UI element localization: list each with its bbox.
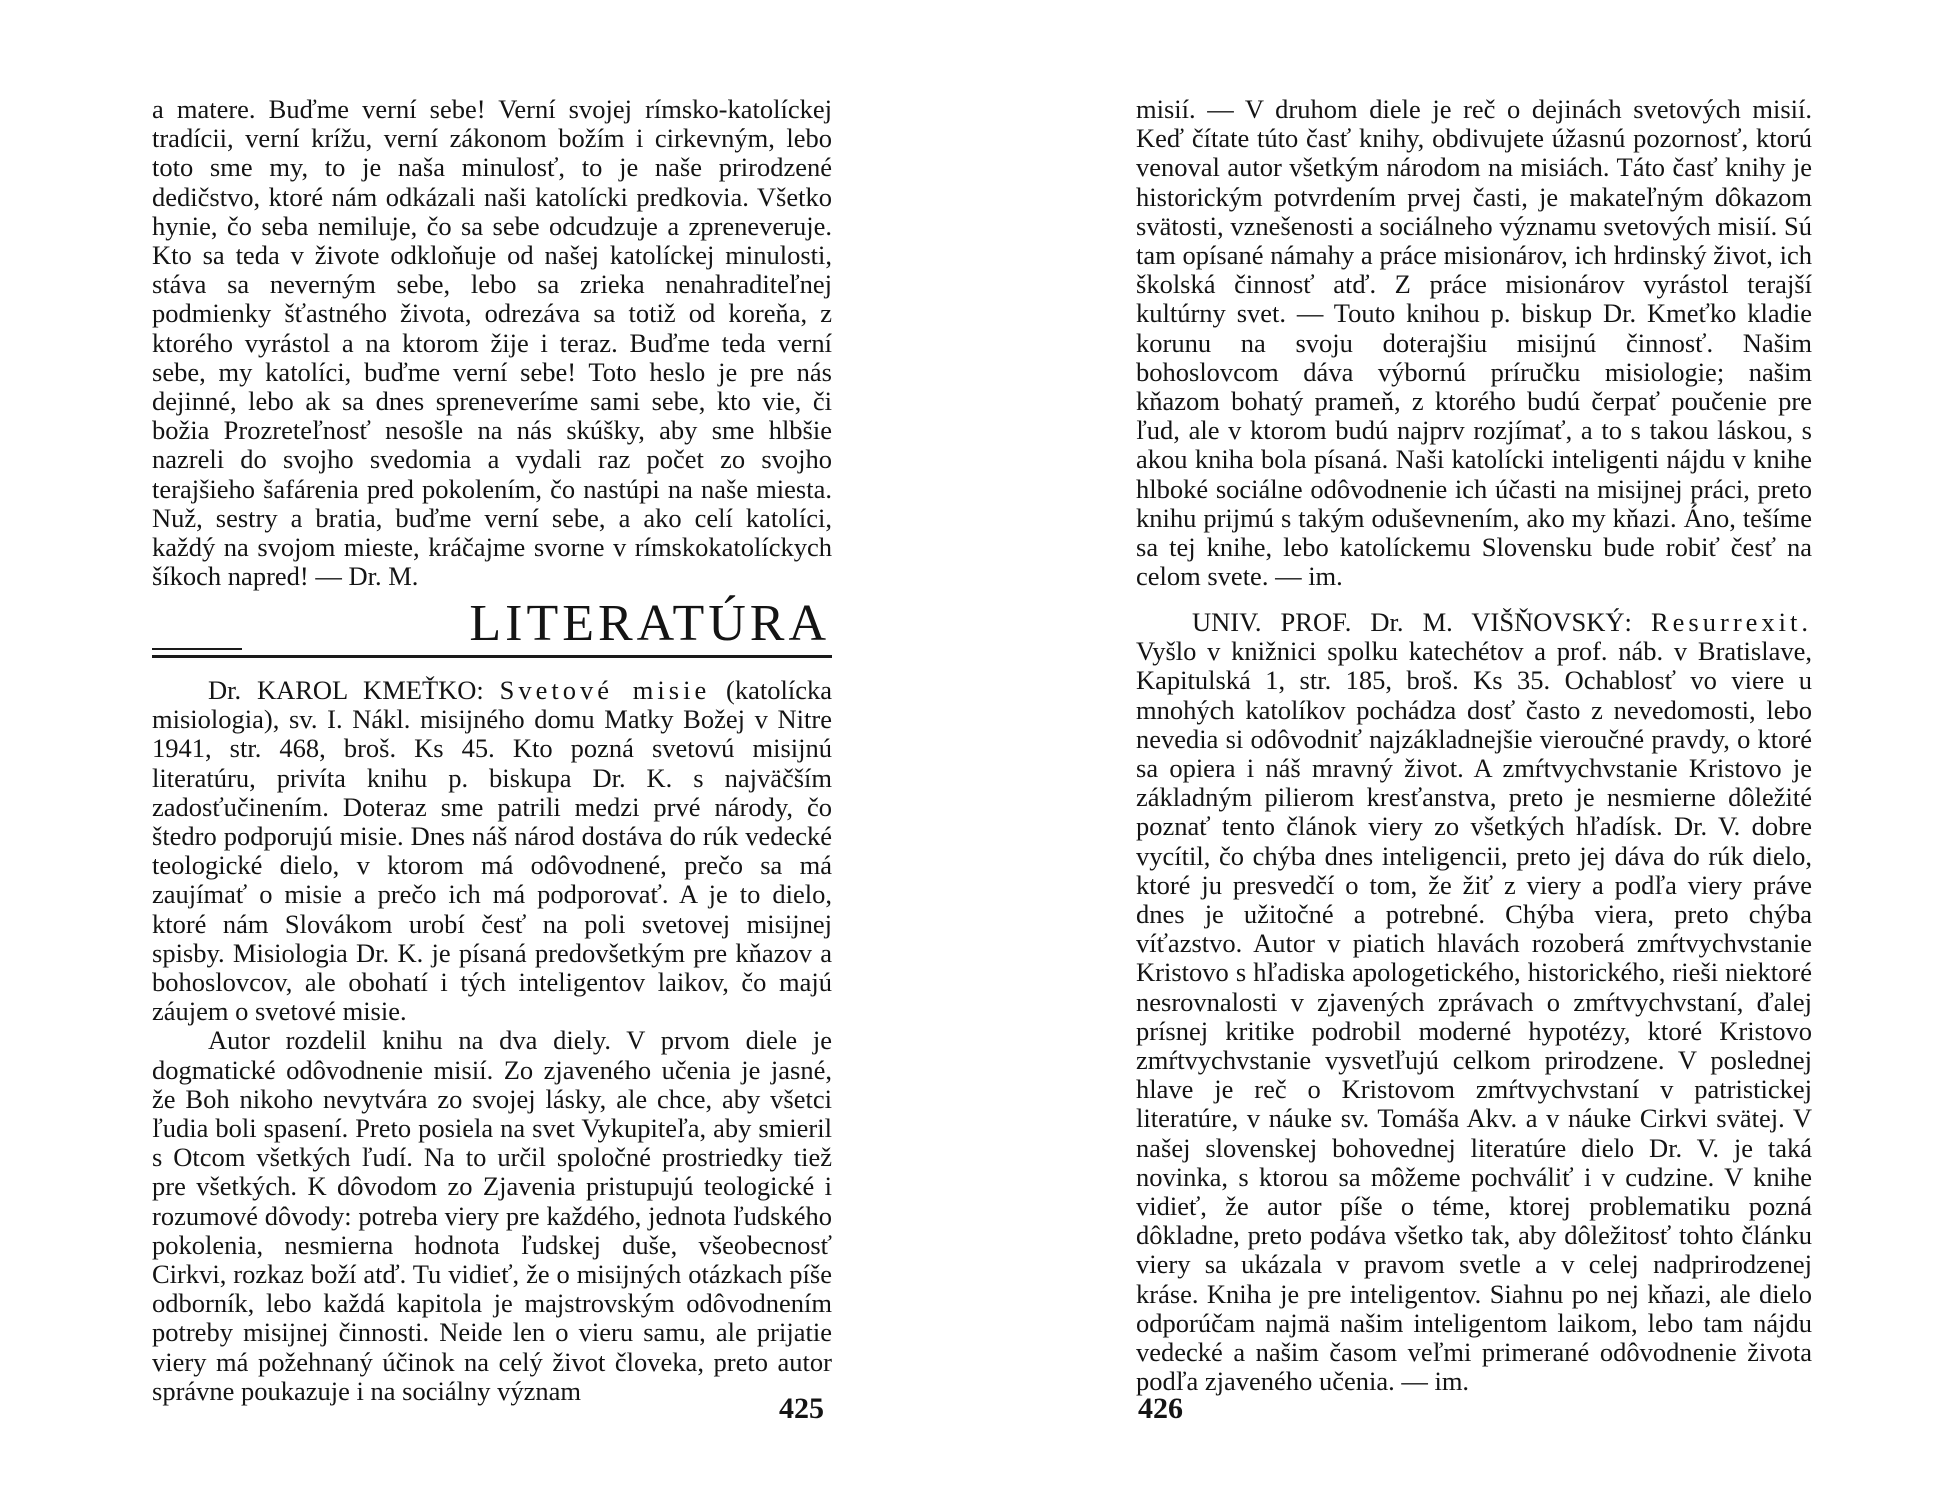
review-kmetko-body: (katolícka misiologia), sv. I. Nákl. misijného domu Matky Božej v Nitre 1941, str. 468, broš. Ks 45. Kto pozná svetovú misijnú literatúru, privíta knihu p. biskupa Dr. K. s najväčším zadosťučinením. Doteraz sme patrili medzi prvé národy, čo štedro podporujú misie. Dnes náš národ dostáva do rúk vedecké teologické dielo, v ktorom má odôvodnené, prečo sa má zaujímať o misie a prečo ich má podporovať. A je to dielo, ktoré nám Slovákom urobí česť na poli svetovej misijnej spisby. Misiologia Dr. K. je písaná predovšetkým pre kňazov a bohoslovcov, ale obohatí i tých inteligentov laikov, čo majú záujem o svetové misie. — [152, 675, 832, 1027]
review-visnovsky-author: UNIV. PROF. Dr. M. VIŠŇOVSKÝ: — [1192, 607, 1632, 637]
right-top-column — [1136, 95, 1812, 591]
section-heading: LITERATÚRA — [469, 595, 830, 652]
page-number-left: 425 — [779, 1392, 824, 1425]
review-visnovsky-title: Resurrexit. — [1651, 607, 1813, 637]
review-kmetko-continuation: misií. — V druhom diele je reč o dejinách svetových misií. Keď čítate túto časť knihy, obdivujete úžasnú pozornosť, ktorú venoval autor všetkým národom na misiách. Táto časť knihy je historickým potvrdením prvej časti, je makateľným dôkazom svätosti, vznešenosti a sociálneho významu svetových misií. Sú tam opísané námahy a práce misionárov, ich hrdinský život, ich školská činnosť atď. Z práce misionárov vyrástol terajší kultúrny svet. — Touto knihou p. biskup Dr. Kmeťko kladie korunu na svoju doterajšiu misijnú činnosť. Našim bohoslovcom dáva výbornú príručku misiologie; našim kňazom bohatý prameň, z ktorého budú čerpať poučenie pre ľud, ale v ktorom budú najprv rozjímať, a to s takou láskou, s akou kniha bola písaná. Naši katolícki inteligenti nájdu v knihe hlboké sociálne odôvodnenie ich účasti na misijnej práci, preto knihu prijmú s takým oduševnením, ako my kňazi. Áno, tešíme sa tej knihe, lebo katolíckemu Slovensku bude robiť česť na celom svete. — im. — [1136, 94, 1812, 592]
review-kmetko — [152, 676, 832, 1406]
left-top-column — [152, 95, 832, 591]
heading-rule-short — [152, 648, 242, 650]
page-number-right: 426 — [1138, 1392, 1183, 1425]
closing-paragraph: a matere. Buďme verní sebe! Verní svojej rímsko-katolíckej tradícii, verní krížu, verní zákonom božím i cirkevným, lebo toto sme my, to je naša minulosť, to je naše prirodzené dedičstvo, ktoré nám odkázali naši katolícki predkovia. Všetko hynie, čo seba nemiluje, čo sa sebe odcudzuje a zpreneveruje. Kto sa teda v živote odkloňuje od našej katolíckej minulosti, stáva sa neverným sebe, lebo sa zrieka nenahraditeľnej podmienky šťastného života, odrezáva sa totiž od koreňa, z ktorého vyrástol a na ktorom žije i teraz. Buďme teda verní sebe, my katolíci, buďme verní sebe! Toto heslo je pre nás dejinné, lebo ak sa dnes spreneveríme sami sebe, kto vie, či božia Prozreteľnosť nesošle na nás skúšky, aby sme hlbšie nazreli do svojho svedomia a vydali raz počet zo svojho terajšieho šafárenia pred pokolením, čo nastúpi na naše miesta. Nuž, sestry a bratia, buďme verní sebe, a ako celí katolíci, každý na svojom mieste, kráčajme svorne v rímskokatolíckych šíkoch napred! — Dr. M. — [152, 94, 832, 592]
review-visnovsky-paragraph — [1136, 608, 1812, 1396]
review-kmetko-author: Dr. KAROL KMEŤKO: — [208, 675, 484, 705]
heading-rule — [152, 655, 832, 658]
review-kmetko-paragraph-2: Autor rozdelil knihu na dva diely. V prvom diele je dogmatické odôvodnenie misií. Zo zjaveného učenia je jasné, že Boh nikoho nevytvára zo svojej lásky, ale chce, aby všetci ľudia boli spasení. Preto posiela na svet Vykupiteľa, aby smieril s Otcom všetkých ľudí. Na to určil spoločné prostriedky tiež pre všetkých. K dôvodom zo Zjavenia pristupujú teologické i rozumové dôvody: potreba viery pre každého, jednota ľudského pokolenia, nesmierna hodnota ľudskej duše, všeobecnosť Cirkvi, rozkaz boží atď. Tu vidieť, že o misijných otázkach píše odborník, lebo každá kapitola je majstrovským odôvodnením potreby misijnej činnosti. Neide len o vieru samu, ale prijatie viery má požehnaný účinok na celý život človeka, preto autor správne poukazuje i na sociálny význam — [152, 1025, 832, 1406]
review-visnovsky — [1136, 608, 1812, 1396]
review-visnovsky-body: Vyšlo v knižnici spolku katechétov a prof. náb. v Bratislave, Kapitulská 1, str. 185, broš. Ks 35. Ochablosť vo viere u mnohých katolíkov pochádza dosť často z nevedomosti, lebo nevedia si odôvodniť najzákladnejšie vieroučné pravdy, o ktoré sa opiera i náš mravný život. A zmŕtvychvstanie Kristovo je základným pilierom kresťanstva, preto je nesmierne dôležité poznať tento článok viery zo všetkých hľadísk. Dr. V. dobre vycítil, čo chýba dnes inteligencii, preto jej dáva do rúk dielo, ktoré ju presvedčí o tom, že žiť z viery a podľa viery práve dnes je užitočné a potrebné. Chýba viera, preto chýba víťazstvo. Autor v piatich hlavách rozoberá zmŕtvychvstanie Kristovo s hľadiska apologetického, historického, rieši niektoré nesrovnalosti v zjavených zprávach o zmŕtvychvstaní, ďalej prísnej kritike podrobil moderné hypotézy, ktoré Kristovo zmŕtvychvstanie vysvetľujú celkom prirodzene. V poslednej hlave je reč o Kristovom zmŕtvychvstaní v patristickej literatúre, v náuke sv. Tomáša Akv. a v náuke Cirkvi svätej. V našej slovenskej bohovednej literatúre dielo Dr. V. je taká novinka, s ktorou sa môžeme pochváliť i v cudzine. V knihe vidieť, že autor píše o téme, ktorej problematiku pozná dôkladne, preto podáva všetko tak, aby dôležitosť tohto článku viery sa ukázala v pravom svetle a v celej nadprirodzenej kráse. Kniha je pre inteligentov. Siahnu po nej kňazi, ale dielo odporúčam najmä našim inteligentom laikom, lebo tam nájdu vedecké a našim časom veľmi primerané odôvodnenie života podľa zjaveného učenia. — im. — [1136, 636, 1812, 1397]
right-page — [978, 0, 1956, 1501]
review-kmetko-paragraph-1 — [152, 676, 832, 1026]
review-kmetko-title: Svetové misie — [499, 675, 711, 705]
